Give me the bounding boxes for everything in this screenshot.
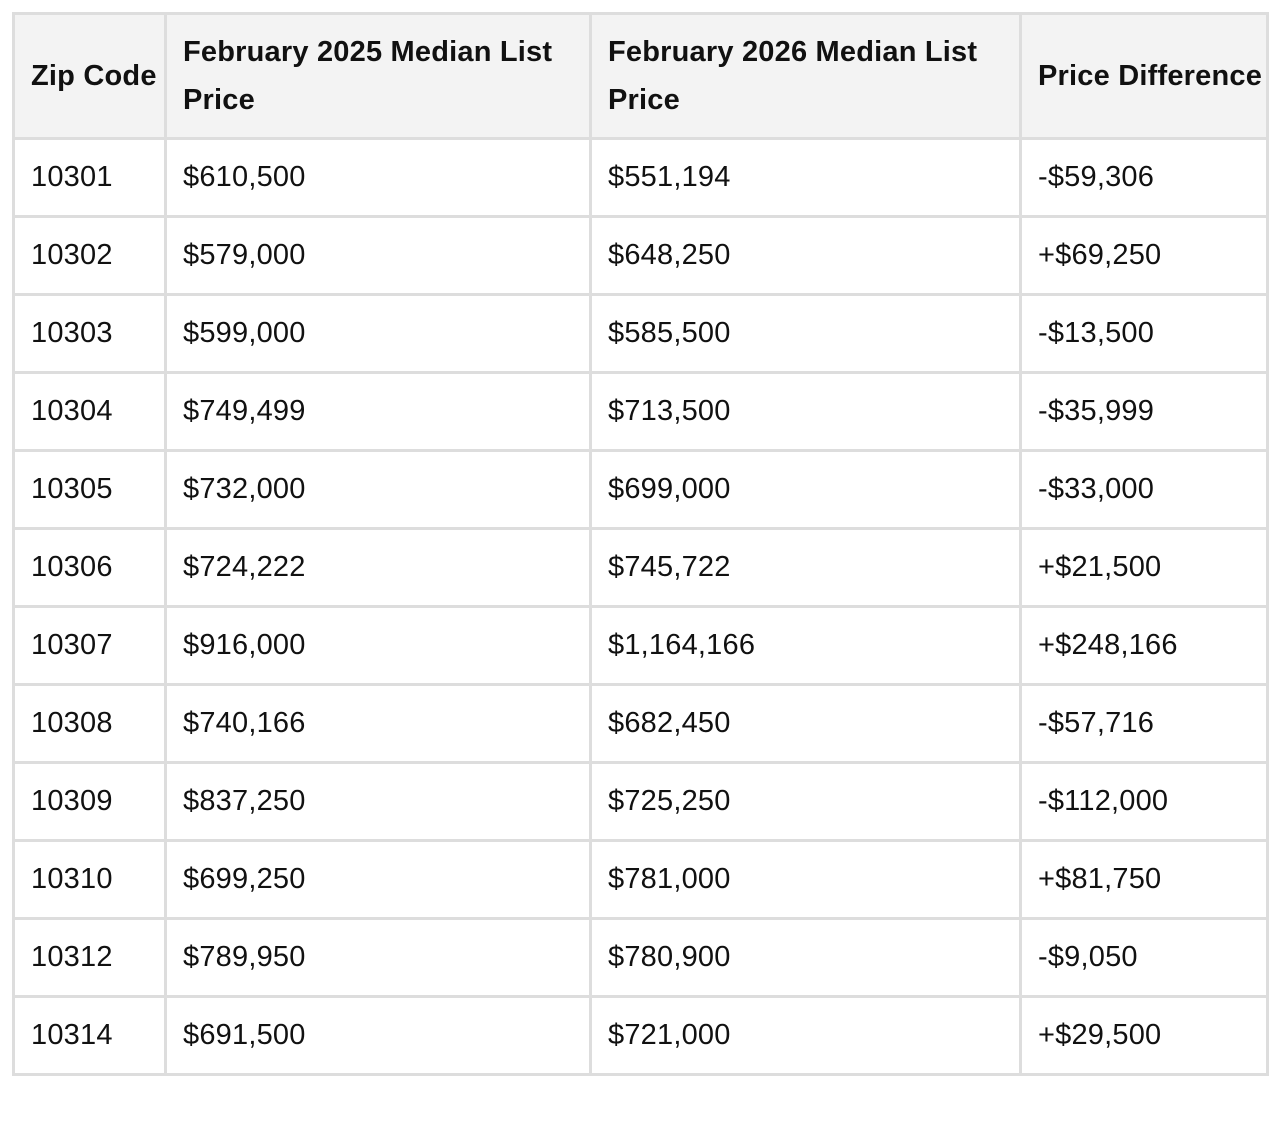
cell-feb-2025-price: $749,499 [166, 373, 591, 451]
cell-price-difference: +$81,750 [1021, 841, 1268, 919]
cell-feb-2026-price: $585,500 [591, 295, 1021, 373]
cell-price-difference: -$57,716 [1021, 685, 1268, 763]
cell-zip-code: 10314 [14, 997, 166, 1075]
cell-feb-2025-price: $837,250 [166, 763, 591, 841]
header-zip-code: Zip Code [14, 14, 166, 139]
cell-feb-2026-price: $713,500 [591, 373, 1021, 451]
header-feb-2025-price: February 2025 Median List Price [166, 14, 591, 139]
cell-feb-2026-price: $721,000 [591, 997, 1021, 1075]
table-row [14, 841, 1268, 919]
cell-feb-2025-price: $789,950 [166, 919, 591, 997]
table-row [14, 451, 1268, 529]
table-body [14, 139, 1268, 1075]
cell-feb-2025-price: $916,000 [166, 607, 591, 685]
header-feb-2026-price: February 2026 Median List Price [591, 14, 1021, 139]
cell-price-difference: -$35,999 [1021, 373, 1268, 451]
table-row [14, 373, 1268, 451]
table-row [14, 997, 1268, 1075]
table-row [14, 763, 1268, 841]
cell-zip-code: 10306 [14, 529, 166, 607]
table-row [14, 685, 1268, 763]
table-row [14, 607, 1268, 685]
cell-feb-2025-price: $579,000 [166, 217, 591, 295]
cell-price-difference: +$21,500 [1021, 529, 1268, 607]
cell-price-difference: -$112,000 [1021, 763, 1268, 841]
cell-zip-code: 10310 [14, 841, 166, 919]
cell-feb-2025-price: $740,166 [166, 685, 591, 763]
table-header [14, 14, 1268, 139]
cell-feb-2026-price: $682,450 [591, 685, 1021, 763]
cell-feb-2026-price: $551,194 [591, 139, 1021, 217]
cell-feb-2025-price: $599,000 [166, 295, 591, 373]
cell-feb-2026-price: $725,250 [591, 763, 1021, 841]
cell-zip-code: 10312 [14, 919, 166, 997]
cell-price-difference: -$9,050 [1021, 919, 1268, 997]
cell-feb-2026-price: $780,900 [591, 919, 1021, 997]
cell-feb-2025-price: $732,000 [166, 451, 591, 529]
cell-price-difference: +$248,166 [1021, 607, 1268, 685]
cell-price-difference: -$13,500 [1021, 295, 1268, 373]
cell-price-difference: +$29,500 [1021, 997, 1268, 1075]
header-price-difference: Price Difference [1021, 14, 1268, 139]
cell-feb-2026-price: $781,000 [591, 841, 1021, 919]
cell-zip-code: 10304 [14, 373, 166, 451]
cell-zip-code: 10302 [14, 217, 166, 295]
cell-zip-code: 10309 [14, 763, 166, 841]
table-row [14, 919, 1268, 997]
cell-feb-2025-price: $610,500 [166, 139, 591, 217]
table-row [14, 529, 1268, 607]
cell-feb-2025-price: $699,250 [166, 841, 591, 919]
cell-price-difference: -$33,000 [1021, 451, 1268, 529]
cell-feb-2025-price: $691,500 [166, 997, 591, 1075]
header-row [14, 14, 1268, 139]
cell-zip-code: 10303 [14, 295, 166, 373]
cell-feb-2026-price: $648,250 [591, 217, 1021, 295]
cell-feb-2026-price: $699,000 [591, 451, 1021, 529]
median-list-price-table [12, 12, 1269, 1076]
cell-price-difference: +$69,250 [1021, 217, 1268, 295]
cell-feb-2026-price: $1,164,166 [591, 607, 1021, 685]
cell-zip-code: 10301 [14, 139, 166, 217]
table-row [14, 295, 1268, 373]
cell-price-difference: -$59,306 [1021, 139, 1268, 217]
cell-feb-2026-price: $745,722 [591, 529, 1021, 607]
table-row [14, 139, 1268, 217]
table-row [14, 217, 1268, 295]
cell-zip-code: 10305 [14, 451, 166, 529]
cell-zip-code: 10307 [14, 607, 166, 685]
cell-zip-code: 10308 [14, 685, 166, 763]
cell-feb-2025-price: $724,222 [166, 529, 591, 607]
